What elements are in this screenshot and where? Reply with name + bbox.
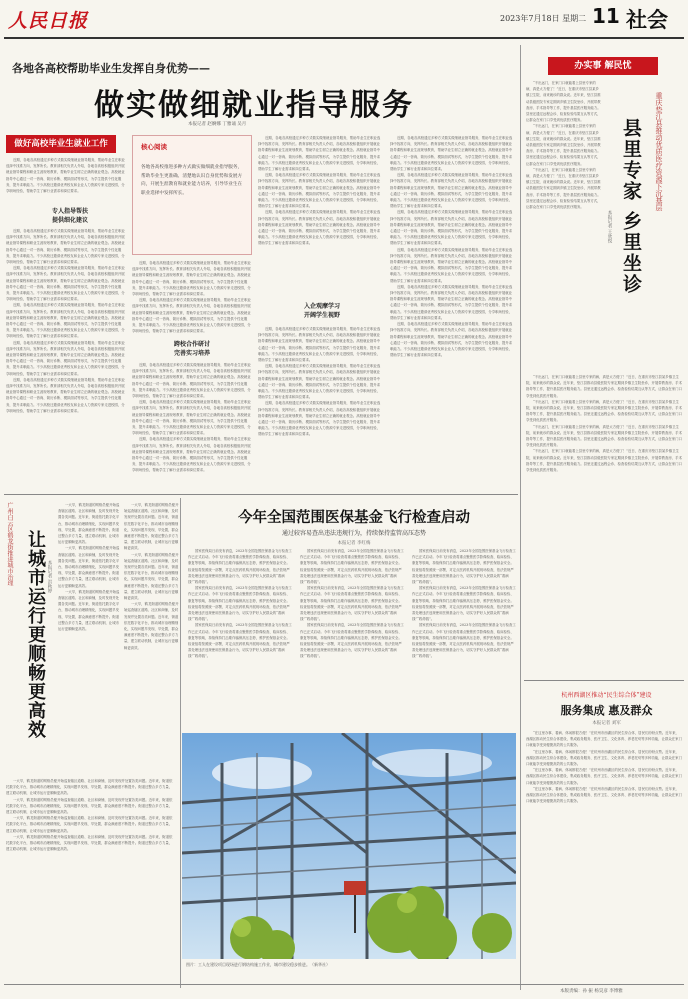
lead-bottom-rule xyxy=(4,494,518,495)
lead-subhead-3: 入企观摩学习 开阔学生视野 xyxy=(303,303,340,319)
lower-right-byline: 本报记者 刘军 xyxy=(592,721,621,726)
section-name: 社会 xyxy=(626,7,668,32)
right-byline: 本报记者 王欣悦 xyxy=(607,210,612,243)
lead-body-col3a: 近期，各地各高校通过多种方式做实做细就业指导服务，帮助毕业生在职业选择中找准方向，发挥所长。教育部相关负责人介绍，各地各高校积极组织开展就业指导课程和职业生涯规划教育，帮助毕业生树立正确的就业观念。高校就业指导中心通过一对一咨询、简历诊断、模拟面试等形式，为学生提供个性化服务，提升求职能力。不少高校还邀请优秀校友和企业人力资源专家走进校园，分享职场经验，帮助学生了解行业需求和岗位要求。 近期，各地各高校通过多种方式做实做细就业指导服务，帮助毕业生在职业选择中找准方向，发挥所长。教育部相关负责人介绍，各地各高校积极组织开展就业指导课程和职业生涯规划教育，帮助毕业生树立正确的就业观念。高校就业指导中心通过一对一咨询、简历诊断、模拟面试等形式，为学生提供个性化服务，提升求职能力。不少高校还邀请优秀校友和企业人力资源专家走进校园，分享职场经验，帮助学生了解行业需求和岗位要求。 近期，各地各高校通过多种方式做实做细就业指导服务，帮助毕业生在职业选择中找准方向，发挥所长。教育部相关负责人介绍，各地各高校积极组织开展就业指导课程和职业生涯规划教育，帮助毕业生树立正确的就业观念。高校就业指导中心通过一对一咨询、简历诊断、模拟面试等形式，为学生提供个性化服务，提升求职能力。不少高校还邀请优秀校友和企业人力资源专家走进校园，分享职场经验，帮助学生了解行业需求和岗位要求。 xyxy=(258,136,381,246)
core-read-title: 核心阅读 xyxy=(141,143,167,151)
footer-rule xyxy=(4,984,684,985)
page-number: 11 xyxy=(592,4,620,28)
center-body-col1: 国家医保局日前发布消息，2023年全国范围医保基金飞行检查工作已正式启动。今年飞行检查将重点聚焦医学影像检查、临床检验、康复等领域，持续保持打击欺诈骗保高压态势，维护医保基金安全。检查组将按照统一部署，对定点医药机构开展现场检查，依法依规严肃处理违法违规使用医保基金行为，切实守护好人民群众的“看病钱”“救命钱”。 国家医保局日前发布消息，2023年全国范围医保基金飞行检查工作已正式启动。今年飞行检查将重点聚焦医学影像检查、临床检验、康复等领域，持续保持打击欺诈骗保高压态势，维护医保基金安全。检查组将按照统一部署，对定点医药机构开展现场检查，依法依规严肃处理违法违规使用医保基金行为，切实守护好人民群众的“看病钱”“救命钱”。 国家医保局日前发布消息，2023年全国范围医保基金飞行检查工作已正式启动。今年飞行检查将重点聚焦医学影像检查、临床检验、康复等领域，持续保持打击欺诈骗保高压态势，维护医保基金安全。检查组将按照统一部署，对定点医药机构开展现场检查，依法依规严肃处理违法违规使用医保基金行为，切实守护好人民群众的“看病钱”“救命钱”。 xyxy=(188,549,292,659)
lower-left-body-a: 一大早，鹤龙街道的网格员便开始巡查辖区道路、社区和商铺，及时发现并处置各类问题。近年来，街道依托数字化平台，推动城市治理精细化，实现问题早发现、早处置，群众满意度不断提升。街道还整合多方力量，建立联动机制，让城市运行更顺畅更高效。 一大早，鹤龙街道的网格员便开始巡查辖区道路、社区和商铺，及时发现并处置各类问题。近年来，街道依托数字化平台，推动城市治理精细化，实现问题早发现、早处置，群众满意度不断提升。街道还整合多方力量，建立联动机制，让城市运行更顺畅更高效。 一大早，鹤龙街道的网格员便开始巡查辖区道路、社区和商铺，及时发现并处置各类问题。近年来，街道依托数字化平台，推动城市治理精细化，实现问题早发现、早处置，群众满意度不断提升。街道还整合多方力量，建立联动机制，让城市运行更顺畅更高效。 xyxy=(58,503,120,632)
lead-subhead-1: 专人指导帮扶 提供细化建议 xyxy=(51,208,88,224)
lower-left-byline: 本报记者 洪秋婷 xyxy=(47,560,52,593)
lead-body-col1a: 近期，各地各高校通过多种方式做实做细就业指导服务，帮助毕业生在职业选择中找准方向，发挥所长。教育部相关负责人介绍，各地各高校积极组织开展就业指导课程和职业生涯规划教育，帮助毕业生树立正确的就业观念。高校就业指导中心通过一对一咨询、简历诊断、模拟面试等形式，为学生提供个性化服务，提升求职能力。不少高校还邀请优秀校友和企业人力资源专家走进校园，分享职场经验，帮助学生了解行业需求和岗位要求。 xyxy=(6,158,125,194)
newspaper-logo: 人民日报 xyxy=(8,10,89,32)
lower-left-body-c: 一大早，鹤龙街道的网格员便开始巡查辖区道路、社区和商铺，及时发现并处置各类问题。近年来，街道依托数字化平台，推动城市治理精细化，实现问题早发现、早处置，群众满意度不断提升。街道还整合多方力量，建立联动机制，让城市运行更顺畅更高效。 一大早，鹤龙街道的网格员便开始巡查辖区道路、社区和商铺，及时发现并处置各类问题。近年来，街道依托数字化平台，推动城市治理精细化，实现问题早发现、早处置，群众满意度不断提升。街道还整合多方力量，建立联动机制，让城市运行更顺畅更高效。 一大早，鹤龙街道的网格员便开始巡查辖区道路、社区和商铺，及时发现并处置各类问题。近年来，街道依托数字化平台，推动城市治理精细化，实现问题早发现、早处置，群众满意度不断提升。街道还整合多方力量，建立联动机制，让城市运行更顺畅更高效。 xyxy=(124,503,179,650)
lower-right-kicker: 杭州西湖区推动“民生综合体”建设 xyxy=(561,692,652,699)
lower-left-body-b: 一大早，鹤龙街道的网格员便开始巡查辖区道路、社区和商铺，及时发现并处置各类问题。近年来，街道依托数字化平台，推动城市治理精细化，实现问题早发现、早处置，群众满意度不断提升。街道还整合多方力量，建立联动机制，让城市运行更顺畅更高效。 一大早，鹤龙街道的网格员便开始巡查辖区道路、社区和商铺，及时发现并处置各类问题。近年来，街道依托数字化平台，推动城市治理精细化，实现问题早发现、早处置，群众满意度不断提升。街道还整合多方力量，建立联动机制，让城市运行更顺畅更高效。 一大早，鹤龙街道的网格员便开始巡查辖区道路、社区和商铺，及时发现并处置各类问题。近年来，街道依托数字化平台，推动城市治理精细化，实现问题早发现、早处置，群众满意度不断提升。街道还整合多方力量，建立联动机制，让城市运行更顺畅更高效。 一大早，鹤龙街道的网格员便开始巡查辖区道路、社区和商铺，及时发现并处置各类问题。近年来，街道依托数字化平台，推动城市治理精细化，实现问题早发现、早处置，群众满意度不断提升。街道还整合多方力量，建立联动机制，让城市运行更顺畅更高效。 xyxy=(6,779,173,852)
construction-photo-illustration xyxy=(182,733,516,959)
footer-editors: 本版责编：孙 振 杨昊彦 李博雅 xyxy=(560,989,623,994)
lead-body-col4: 近期，各地各高校通过多种方式做实做细就业指导服务，帮助毕业生在职业选择中找准方向，发挥所长。教育部相关负责人介绍，各地各高校积极组织开展就业指导课程和职业生涯规划教育，帮助毕业生树立正确的就业观念。高校就业指导中心通过一对一咨询、简历诊断、模拟面试等形式，为学生提供个性化服务，提升求职能力。不少高校还邀请优秀校友和企业人力资源专家走进校园，分享职场经验，帮助学生了解行业需求和岗位要求。 近期，各地各高校通过多种方式做实做细就业指导服务，帮助毕业生在职业选择中找准方向，发挥所长。教育部相关负责人介绍，各地各高校积极组织开展就业指导课程和职业生涯规划教育，帮助毕业生树立正确的就业观念。高校就业指导中心通过一对一咨询、简历诊断、模拟面试等形式，为学生提供个性化服务，提升求职能力。不少高校还邀请优秀校友和企业人力资源专家走进校园，分享职场经验，帮助学生了解行业需求和岗位要求。 近期，各地各高校通过多种方式做实做细就业指导服务，帮助毕业生在职业选择中找准方向，发挥所长。教育部相关负责人介绍，各地各高校积极组织开展就业指导课程和职业生涯规划教育，帮助毕业生树立正确的就业观念。高校就业指导中心通过一对一咨询、简历诊断、模拟面试等形式，为学生提供个性化服务，提升求职能力。不少高校还邀请优秀校友和企业人力资源专家走进校园，分享职场经验，帮助学生了解行业需求和岗位要求。 近期，各地各高校通过多种方式做实做细就业指导服务，帮助毕业生在职业选择中找准方向，发挥所长。教育部相关负责人介绍，各地各高校积极组织开展就业指导课程和职业生涯规划教育，帮助毕业生树立正确的就业观念。高校就业指导中心通过一对一咨询、简历诊断、模拟面试等形式，为学生提供个性化服务，提升求职能力。不少高校还邀请优秀校友和企业人力资源专家走进校园，分享职场经验，帮助学生了解行业需求和岗位要求。 近期，各地各高校通过多种方式做实做细就业指导服务，帮助毕业生在职业选择中找准方向，发挥所长。教育部相关负责人介绍，各地各高校积极组织开展就业指导课程和职业生涯规划教育，帮助毕业生树立正确的就业观念。高校就业指导中心通过一对一咨询、简历诊断、模拟面试等形式，为学生提供个性化服务，提升求职能力。不少高校还邀请优秀校友和企业人力资源专家走进校园，分享职场经验，帮助学生了解行业需求和岗位要求。 近期，各地各高校通过多种方式做实做细就业指导服务，帮助毕业生在职业选择中找准方向，发挥所长。教育部相关负责人介绍，各地各高校积极组织开展就业指导课程和职业生涯规划教育，帮助毕业生树立正确的就业观念。高校就业指导中心通过一对一咨询、简历诊断、模拟面试等形式，为学生提供个性化服务，提升求职能力。不少高校还邀请优秀校友和企业人力资源专家走进校园，分享职场经验，帮助学生了解行业需求和岗位要求。 xyxy=(390,136,513,358)
center-body-col2: 国家医保局日前发布消息，2023年全国范围医保基金飞行检查工作已正式启动。今年飞行检查将重点聚焦医学影像检查、临床检验、康复等领域，持续保持打击欺诈骗保高压态势，维护医保基金安全。检查组将按照统一部署，对定点医药机构开展现场检查，依法依规严肃处理违法违规使用医保基金行为，切实守护好人民群众的“看病钱”“救命钱”。 国家医保局日前发布消息，2023年全国范围医保基金飞行检查工作已正式启动。今年飞行检查将重点聚焦医学影像检查、临床检验、康复等领域，持续保持打击欺诈骗保高压态势，维护医保基金安全。检查组将按照统一部署，对定点医药机构开展现场检查，依法依规严肃处理违法违规使用医保基金行为，切实守护好人民群众的“看病钱”“救命钱”。 国家医保局日前发布消息，2023年全国范围医保基金飞行检查工作已正式启动。今年飞行检查将重点聚焦医学影像检查、临床检验、康复等领域，持续保持打击欺诈骗保高压态势，维护医保基金安全。检查组将按照统一部署，对定点医药机构开展现场检查，依法依规严肃处理违法违规使用医保基金行为，切实守护好人民群众的“看病钱”“救命钱”。 xyxy=(300,549,404,659)
lower-right-body: “在这里办事、看病、休闲都很方便！”在杭州市西湖区的民生综合体，居民们纷纷点赞。近年来，西湖区推动民生综合体建设，集成政务服务、医疗卫生、文化体育、养老托幼等多种功能，让群众在家门口就能享受到便捷高效的公共服务。 “在这里办事、看病、休闲都很方便！”在杭州市西湖区的民生综合体，居民们纷纷点赞。近年来，西湖区推动民生综合体建设，集成政务服务、医疗卫生、文化体育、养老托幼等多种功能，让群众在家门口就能享受到便捷高效的公共服务。 “在这里办事、看病、休闲都很方便！”在杭州市西湖区的民生综合体，居民们纷纷点赞。近年来，西湖区推动民生综合体建设，集成政务服务、医疗卫生、文化体育、养老托幼等多种功能，让群众在家门口就能享受到便捷高效的公共服务。 “在这里办事、看病、休闲都很方便！”在杭州市西湖区的民生综合体，居民们纷纷点赞。近年来，西湖区推动民生综合体建设，集成政务服务、医疗卫生、文化体育、养老托幼等多种功能，让群众在家门口就能享受到便捷高效的公共服务。 xyxy=(526,731,682,804)
lower-left-rule xyxy=(180,498,181,988)
lead-body-col2b: 近期，各地各高校通过多种方式做实做细就业指导服务，帮助毕业生在职业选择中找准方向，发挥所长。教育部相关负责人介绍，各地各高校积极组织开展就业指导课程和职业生涯规划教育，帮助毕业生树立正确的就业观念。高校就业指导中心通过一对一咨询、简历诊断、模拟面试等形式，为学生提供个性化服务，提升求职能力。不少高校还邀请优秀校友和企业人力资源专家走进校园，分享职场经验，帮助学生了解行业需求和岗位要求。 近期，各地各高校通过多种方式做实做细就业指导服务，帮助毕业生在职业选择中找准方向，发挥所长。教育部相关负责人介绍，各地各高校积极组织开展就业指导课程和职业生涯规划教育，帮助毕业生树立正确的就业观念。高校就业指导中心通过一对一咨询、简历诊断、模拟面试等形式，为学生提供个性化服务，提升求职能力。不少高校还邀请优秀校友和企业人力资源专家走进校园，分享职场经验，帮助学生了解行业需求和岗位要求。 近期，各地各高校通过多种方式做实做细就业指导服务，帮助毕业生在职业选择中找准方向，发挥所长。教育部相关负责人介绍，各地各高校积极组织开展就业指导课程和职业生涯规划教育，帮助毕业生树立正确的就业观念。高校就业指导中心通过一对一咨询、简历诊断、模拟面试等形式，为学生提供个性化服务，提升求职能力。不少高校还邀请优秀校友和企业人力资源专家走进校园，分享职场经验，帮助学生了解行业需求和岗位要求。 xyxy=(132,363,251,473)
right-tag: 办实事 解民忧 xyxy=(548,57,658,75)
center-body-col3: 国家医保局日前发布消息，2023年全国范围医保基金飞行检查工作已正式启动。今年飞行检查将重点聚焦医学影像检查、临床检验、康复等领域，持续保持打击欺诈骗保高压态势，维护医保基金安全。检查组将按照统一部署，对定点医药机构开展现场检查，依法依规严肃处理违法违规使用医保基金行为，切实守护好人民群众的“看病钱”“救命钱”。 国家医保局日前发布消息，2023年全国范围医保基金飞行检查工作已正式启动。今年飞行检查将重点聚焦医学影像检查、临床检验、康复等领域，持续保持打击欺诈骗保高压态势，维护医保基金安全。检查组将按照统一部署，对定点医药机构开展现场检查，依法依规严肃处理违法违规使用医保基金行为，切实守护好人民群众的“看病钱”“救命钱”。 国家医保局日前发布消息，2023年全国范围医保基金飞行检查工作已正式启动。今年飞行检查将重点聚焦医学影像检查、临床检验、康复等领域，持续保持打击欺诈骗保高压态势，维护医保基金安全。检查组将按照统一部署，对定点医药机构开展现场检查，依法依规严肃处理违法违规使用医保基金行为，切实守护好人民群众的“看病钱”“救命钱”。 xyxy=(412,549,516,659)
lead-body-col2a: 近期，各地各高校通过多种方式做实做细就业指导服务，帮助毕业生在职业选择中找准方向，发挥所长。教育部相关负责人介绍，各地各高校积极组织开展就业指导课程和职业生涯规划教育，帮助毕业生树立正确的就业观念。高校就业指导中心通过一对一咨询、简历诊断、模拟面试等形式，为学生提供个性化服务，提升求职能力。不少高校还邀请优秀校友和企业人力资源专家走进校园，分享职场经验，帮助学生了解行业需求和岗位要求。 近期，各地各高校通过多种方式做实做细就业指导服务，帮助毕业生在职业选择中找准方向，发挥所长。教育部相关负责人介绍，各地各高校积极组织开展就业指导课程和职业生涯规划教育，帮助毕业生树立正确的就业观念。高校就业指导中心通过一对一咨询、简历诊断、模拟面试等形式，为学生提供个性化服务，提升求职能力。不少高校还邀请优秀校友和企业人力资源专家走进校园，分享职场经验，帮助学生了解行业需求和岗位要求。 xyxy=(132,261,251,334)
core-read-text: 各地各高校推进多种方式做实做细就业指导服务，帮助毕业生更准确、清楚地认识自身优势和发展方向，开展生涯教育和就业能力培养，引导毕业生在职业选择中发挥所长。 xyxy=(141,165,243,196)
photo-caption: 图片：工人在建设项目现场进行钢结构施工作业，城市建设稳步推进。（新华社） xyxy=(186,962,330,967)
right-mid-rule xyxy=(524,680,684,681)
lower-left-kicker: 广州白云区鹤龙街推进城市治理 xyxy=(6,502,13,586)
masthead-rule xyxy=(4,37,684,39)
lead-headline: 做实做细就业指导服务 xyxy=(94,88,414,123)
center-headline: 今年全国范围医保基金飞行检查启动 xyxy=(238,510,470,526)
lead-byline: 本报记者 赵婀娜 丁雅诵 吴月 xyxy=(188,122,247,127)
lead-kicker: 各地各高校帮助毕业生发挥自身优势—— xyxy=(12,62,210,75)
center-subheadline: 通过较容易查出违法违规行为，持续保持监管高压态势 xyxy=(281,530,426,537)
lower-left-headline: 让城市运行更顺畅更高效 xyxy=(25,530,46,739)
lower-right-headline: 服务集成 惠及群众 xyxy=(560,704,653,717)
center-byline: 本报记者 李红梅 xyxy=(337,541,371,546)
news-photo xyxy=(182,733,516,959)
lead-subhead-2: 跨校合作研讨 完善实习培养 xyxy=(173,341,210,357)
core-read-box xyxy=(132,135,252,255)
right-body-a: “不出远门，在家门口就能看上县里专家的病，真是太方便了！”近日，在重庆市垫江县某乡镇卫生院，前来就诊的群众说。近年来，垫江县推动县级医院专家定期到乡镇卫生院坐诊，开展带教查房、手术指导等工作，提升基层医疗服务能力。县里还通过远程会诊、检查检验结果互认等方式，让群众在家门口享受到优质医疗服务。 “不出远门，在家门口就能看上县里专家的病，真是太方便了！”近日，在重庆市垫江县某乡镇卫生院，前来就诊的群众说。近年来，垫江县推动县级医院专家定期到乡镇卫生院坐诊，开展带教查房、手术指导等工作，提升基层医疗服务能力。县里还通过远程会诊、检查检验结果互认等方式，让群众在家门口享受到优质医疗服务。 “不出远门，在家门口就能看上县里专家的病，真是太方便了！”近日，在重庆市垫江县某乡镇卫生院，前来就诊的群众说。近年来，垫江县推动县级医院专家定期到乡镇卫生院坐诊，开展带教查房、手术指导等工作，提升基层医疗服务能力。县里还通过远程会诊、检查检验结果互认等方式，让群众在家门口享受到优质医疗服务。 xyxy=(526,81,601,210)
masthead xyxy=(0,0,688,38)
right-body-b: “不出远门，在家门口就能看上县里专家的病，真是太方便了！”近日，在重庆市垫江县某乡镇卫生院，前来就诊的群众说。近年来，垫江县推动县级医院专家定期到乡镇卫生院坐诊，开展带教查房、手术指导等工作，提升基层医疗服务能力。县里还通过远程会诊、检查检验结果互认等方式，让群众在家门口享受到优质医疗服务。 “不出远门，在家门口就能看上县里专家的病，真是太方便了！”近日，在重庆市垫江县某乡镇卫生院，前来就诊的群众说。近年来，垫江县推动县级医院专家定期到乡镇卫生院坐诊，开展带教查房、手术指导等工作，提升基层医疗服务能力。县里还通过远程会诊、检查检验结果互认等方式，让群众在家门口享受到优质医疗服务。 “不出远门，在家门口就能看上县里专家的病，真是太方便了！”近日，在重庆市垫江县某乡镇卫生院，前来就诊的群众说。近年来，垫江县推动县级医院专家定期到乡镇卫生院坐诊，开展带教查房、手术指导等工作，提升基层医疗服务能力。县里还通过远程会诊、检查检验结果互认等方式，让群众在家门口享受到优质医疗服务。 “不出远门，在家门口就能看上县里专家的病，真是太方便了！”近日，在重庆市垫江县某乡镇卫生院，前来就诊的群众说。近年来，垫江县推动县级医院专家定期到乡镇卫生院坐诊，开展带教查房、手术指导等工作，提升基层医疗服务能力。县里还通过远程会诊、检查检验结果互认等方式，让群众在家门口享受到优质医疗服务。 xyxy=(526,375,682,473)
right-kicker: 重庆垫江县推动优质医疗资源下沉基层 xyxy=(655,92,663,211)
issue-date: 2023年7月18日 星期二 xyxy=(500,14,587,23)
right-headline: 县里专家 乡里坐诊 xyxy=(620,118,642,295)
lead-body-col1b: 近期，各地各高校通过多种方式做实做细就业指导服务，帮助毕业生在职业选择中找准方向，发挥所长。教育部相关负责人介绍，各地各高校积极组织开展就业指导课程和职业生涯规划教育，帮助毕业生树立正确的就业观念。高校就业指导中心通过一对一咨询、简历诊断、模拟面试等形式，为学生提供个性化服务，提升求职能力。不少高校还邀请优秀校友和企业人力资源专家走进校园，分享职场经验，帮助学生了解行业需求和岗位要求。 近期，各地各高校通过多种方式做实做细就业指导服务，帮助毕业生在职业选择中找准方向，发挥所长。教育部相关负责人介绍，各地各高校积极组织开展就业指导课程和职业生涯规划教育，帮助毕业生树立正确的就业观念。高校就业指导中心通过一对一咨询、简历诊断、模拟面试等形式，为学生提供个性化服务，提升求职能力。不少高校还邀请优秀校友和企业人力资源专家走进校园，分享职场经验，帮助学生了解行业需求和岗位要求。 近期，各地各高校通过多种方式做实做细就业指导服务，帮助毕业生在职业选择中找准方向，发挥所长。教育部相关负责人介绍，各地各高校积极组织开展就业指导课程和职业生涯规划教育，帮助毕业生树立正确的就业观念。高校就业指导中心通过一对一咨询、简历诊断、模拟面试等形式，为学生提供个性化服务，提升求职能力。不少高校还邀请优秀校友和企业人力资源专家走进校园，分享职场经验，帮助学生了解行业需求和岗位要求。 近期，各地各高校通过多种方式做实做细就业指导服务，帮助毕业生在职业选择中找准方向，发挥所长。教育部相关负责人介绍，各地各高校积极组织开展就业指导课程和职业生涯规划教育，帮助毕业生树立正确的就业观念。高校就业指导中心通过一对一咨询、简历诊断、模拟面试等形式，为学生提供个性化服务，提升求职能力。不少高校还邀请优秀校友和企业人力资源专家走进校园，分享职场经验，帮助学生了解行业需求和岗位要求。 近期，各地各高校通过多种方式做实做细就业指导服务，帮助毕业生在职业选择中找准方向，发挥所长。教育部相关负责人介绍，各地各高校积极组织开展就业指导课程和职业生涯规划教育，帮助毕业生树立正确的就业观念。高校就业指导中心通过一对一咨询、简历诊断、模拟面试等形式，为学生提供个性化服务，提升求职能力。不少高校还邀请优秀校友和企业人力资源专家走进校园，分享职场经验，帮助学生了解行业需求和岗位要求。 xyxy=(6,229,125,413)
right-column-rule xyxy=(520,45,521,990)
lead-sidebar-tag: 做好高校毕业生就业工作 xyxy=(6,135,116,153)
lead-body-col3b: 近期，各地各高校通过多种方式做实做细就业指导服务，帮助毕业生在职业选择中找准方向，发挥所长。教育部相关负责人介绍，各地各高校积极组织开展就业指导课程和职业生涯规划教育，帮助毕业生树立正确的就业观念。高校就业指导中心通过一对一咨询、简历诊断、模拟面试等形式，为学生提供个性化服务，提升求职能力。不少高校还邀请优秀校友和企业人力资源专家走进校园，分享职场经验，帮助学生了解行业需求和岗位要求。 近期，各地各高校通过多种方式做实做细就业指导服务，帮助毕业生在职业选择中找准方向，发挥所长。教育部相关负责人介绍，各地各高校积极组织开展就业指导课程和职业生涯规划教育，帮助毕业生树立正确的就业观念。高校就业指导中心通过一对一咨询、简历诊断、模拟面试等形式，为学生提供个性化服务，提升求职能力。不少高校还邀请优秀校友和企业人力资源专家走进校园，分享职场经验，帮助学生了解行业需求和岗位要求。 近期，各地各高校通过多种方式做实做细就业指导服务，帮助毕业生在职业选择中找准方向，发挥所长。教育部相关负责人介绍，各地各高校积极组织开展就业指导课程和职业生涯规划教育，帮助毕业生树立正确的就业观念。高校就业指导中心通过一对一咨询、简历诊断、模拟面试等形式，为学生提供个性化服务，提升求职能力。不少高校还邀请优秀校友和企业人力资源专家走进校园，分享职场经验，帮助学生了解行业需求和岗位要求。 xyxy=(258,327,381,437)
